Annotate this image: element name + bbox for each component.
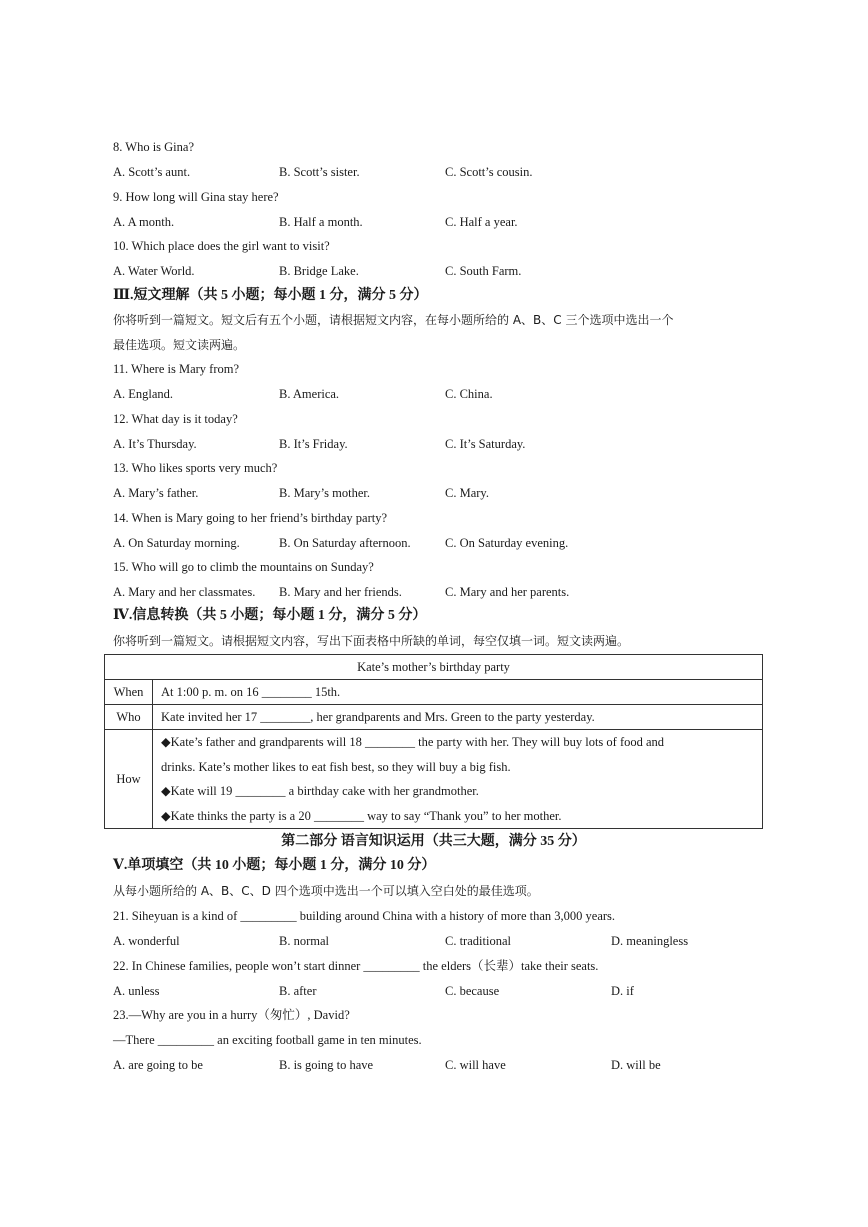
option-12c: C. It’s Saturday. xyxy=(445,437,526,451)
section-4-heading: Ⅳ.信息转换（共 5 小题；每小题 1 分，满分 5 分） xyxy=(113,608,427,623)
option-11c: C. China. xyxy=(445,387,493,401)
info-table xyxy=(104,654,763,829)
option-23d: D. will be xyxy=(611,1058,661,1072)
table-title: Kate’s mother’s birthday party xyxy=(105,655,763,680)
table-label-how: How xyxy=(105,730,153,829)
option-23a: A. are going to be xyxy=(113,1058,203,1072)
option-23c: C. will have xyxy=(445,1058,506,1072)
question-11: 11. Where is Mary from? xyxy=(113,362,240,376)
option-12a: A. It’s Thursday. xyxy=(113,437,197,451)
question-14: 14. When is Mary going to her friend’s birthday party? xyxy=(113,511,388,525)
how-line-2: drinks. Kate’s mother likes to eat fish best, so they will buy a big fish. xyxy=(161,759,511,774)
part-2-heading: 第二部分 语言知识运用（共三大题，满分 35 分） xyxy=(281,834,586,849)
option-8b: B. Scott’s sister. xyxy=(279,165,360,179)
option-22d: D. if xyxy=(611,984,634,998)
option-11b: B. America. xyxy=(279,387,340,401)
how-line-4: ◆Kate thinks the party is a 20 ________ way to say “Thank you” to her mother. xyxy=(161,808,562,823)
option-8a: A. Scott’s aunt. xyxy=(113,165,191,179)
option-15b: B. Mary and her friends. xyxy=(279,585,402,599)
option-12b: B. It’s Friday. xyxy=(279,437,348,451)
option-9c: C. Half a year. xyxy=(445,215,518,229)
option-13b: B. Mary’s mother. xyxy=(279,486,370,500)
option-15a: A. Mary and her classmates. xyxy=(113,585,256,599)
option-21c: C. traditional xyxy=(445,934,511,948)
option-15c: C. Mary and her parents. xyxy=(445,585,570,599)
table-value-who: Kate invited her 17 ________, her grandparents and Mrs. Green to the party yesterday. xyxy=(153,705,763,730)
question-12: 12. What day is it today? xyxy=(113,412,238,426)
question-21: 21. Siheyuan is a kind of _________ building around China with a history of more than 3,000 years. xyxy=(113,909,616,923)
section-3-heading: Ⅲ.短文理解（共 5 小题；每小题 1 分，满分 5 分） xyxy=(113,288,428,303)
option-22c: C. because xyxy=(445,984,500,998)
table-value-how xyxy=(153,730,763,829)
option-8c: C. Scott’s cousin. xyxy=(445,165,533,179)
option-14a: A. On Saturday morning. xyxy=(113,536,240,550)
section-3-instruction-1: 你将听到一篇短文。短文后有五个小题，请根据短文内容，在每小题所给的 A、B、C 三个选项中选出一个 xyxy=(113,313,674,327)
option-11a: A. England. xyxy=(113,387,174,401)
option-10b: B. Bridge Lake. xyxy=(279,264,359,278)
table-label-who: Who xyxy=(105,705,153,730)
option-10a: A. Water World. xyxy=(113,264,195,278)
question-15: 15. Who will go to climb the mountains on Sunday? xyxy=(113,560,374,574)
option-9b: B. Half a month. xyxy=(279,215,363,229)
question-8: 8. Who is Gina? xyxy=(113,140,195,154)
option-21b: B. normal xyxy=(279,934,329,948)
option-14c: C. On Saturday evening. xyxy=(445,536,569,550)
option-23b: B. is going to have xyxy=(279,1058,374,1072)
question-22: 22. In Chinese families, people won’t start dinner _________ the elders（长辈）take their seats. xyxy=(113,959,599,973)
option-9a: A. A month. xyxy=(113,215,175,229)
option-13a: A. Mary’s father. xyxy=(113,486,199,500)
how-line-1: ◆Kate’s father and grandparents will 18 ________ the party with her. They will buy lots of food and xyxy=(161,735,665,749)
table-label-when: When xyxy=(105,680,153,705)
option-22a: A. unless xyxy=(113,984,160,998)
section-3-instruction-2: 最佳选项。短文读两遍。 xyxy=(113,338,246,352)
section-5-instruction: 从每小题所给的 A、B、C、D 四个选项中选出一个可以填入空白处的最佳选项。 xyxy=(113,884,539,898)
question-23-line-1: 23.—Why are you in a hurry（匆忙）, David? xyxy=(113,1008,350,1022)
option-21a: A. wonderful xyxy=(113,934,180,948)
option-10c: C. South Farm. xyxy=(445,264,522,278)
how-line-3: ◆Kate will 19 ________ a birthday cake with her grandmother. xyxy=(161,784,479,798)
option-22b: B. after xyxy=(279,984,317,998)
question-10: 10. Which place does the girl want to visit? xyxy=(113,239,330,253)
section-5-heading: Ⅴ.单项填空（共 10 小题；每小题 1 分，满分 10 分） xyxy=(113,858,436,873)
question-9: 9. How long will Gina stay here? xyxy=(113,190,279,204)
option-21d: D. meaningless xyxy=(611,934,689,948)
question-13: 13. Who likes sports very much? xyxy=(113,461,278,475)
section-4-instruction: 你将听到一篇短文。请根据短文内容，写出下面表格中所缺的单词，每空仅填一词。短文读两遍。 xyxy=(113,634,630,648)
question-23-line-2: —There _________ an exciting football game in ten minutes. xyxy=(113,1033,422,1047)
option-14b: B. On Saturday afternoon. xyxy=(279,536,411,550)
table-value-when: At 1:00 p. m. on 16 ________ 15th. xyxy=(153,680,763,705)
option-13c: C. Mary. xyxy=(445,486,489,500)
